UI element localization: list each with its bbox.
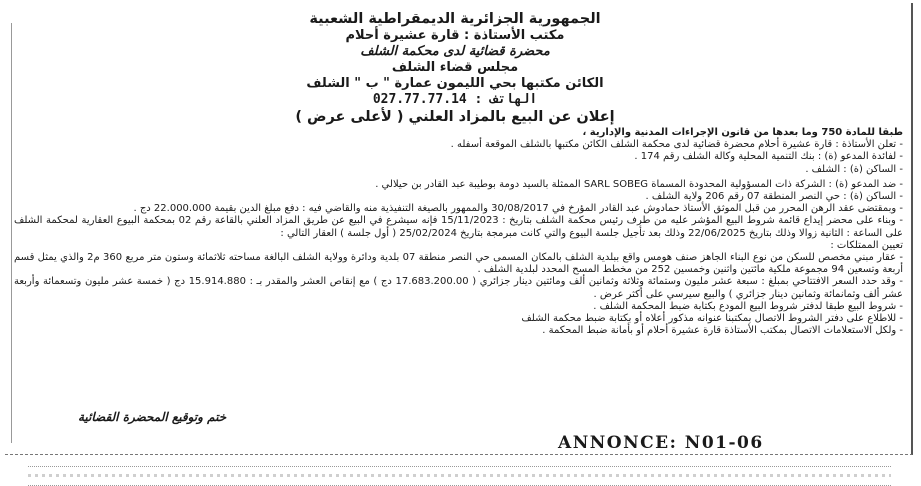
consultation-info: - للاطلاع على دفتر الشروط الاتصال بمكتبنا عنوانه مذكور أعلاه أو بكتابة ضبط محكمة الشلف [521, 313, 903, 325]
office-phone: الهاتف : 027.77.77.14 [372, 92, 538, 107]
announcing-bailiff: - تعلن الأستاذة : قارة عشيرة أحلام محضرة قضائية لدى محكمة الشلف الكائن مكتبها بالشلف الموقعة أسفله . [450, 139, 903, 151]
annonce-number: ANNONCE: N01-06 [558, 433, 764, 453]
court-council: مجلس قضاء الشلف [391, 60, 519, 75]
defendant: - ضد المدعو (ة) : الشركة ذات المسؤولية المحدودة المسماة SARL SOBEG الممثلة بالسيد دومة بوطيبة عبد القادر بن حيلالي . [375, 178, 903, 190]
opening-price: - وقد حدد السعر الافتتاحي بمبلغ : سبعة عشر مليون وستمائة وثلاثة وثمانين ألف ومائتين دينار جزائري ( 17.683.200.00 دج ) مع إنقاص العشر والمقدر بـ : 15.914.880 دج ( خمسة عشر مليون وتسعمائة وأربعة عشر ألف وثمانمائة وثمانين دينار جزائري ) والبيع سيرسي على أكثر عرض . [14, 276, 903, 300]
beneficiary: - لفائدة المدعو (ة) : بنك التنمية المحلية وكالة الشلف رقم 174 . [634, 151, 903, 163]
bailiff-signature: ختم وتوقيع المحضرة القضائية [78, 410, 227, 424]
divider [11, 23, 12, 443]
office-address: الكائن مكتبها بحي الليمون عمارة " ب " الشلف [306, 76, 604, 91]
mortgage-deed: - وبمقتضى عقد الرهن المحرر من قبل الموثق الأستاذ حمادوش عبد القادر المؤرخ في 30/08/2017 والممهور بالصيغة التنفيذية منه والقاضي فيه : دفع مبلغ الدين بقيمة 22.000.000 دج . [133, 203, 903, 215]
notice-body [14, 127, 903, 337]
office-position: محضرة قضائية لدى محكمة الشلف [360, 44, 550, 59]
legal-basis: طبقا للمادة 750 وما بعدها من قانون الإجراءات المدنية والإدارية ، [582, 127, 903, 138]
announcement-title: إعلان عن البيع بالمزاد العلني ( لأعلى عرض ) [295, 109, 615, 125]
notice-header [210, 10, 700, 126]
sale-conditions: - شروط البيع طبقا لدفتر شروط البيع المودع بكتابة ضبط المحكمة الشلف . [593, 300, 903, 312]
defendant-address: - الساكن (ة) : حي النصر المنطقة 07 رقم 206 ولاية الشلف . [645, 191, 903, 203]
beneficiary-address: - الساكن (ة) : الشلف . [805, 163, 903, 175]
contact-info: - ولكل الاستعلامات الاتصال بمكتب الأستاذة قارة عشيرة أحلام أو بأمانة ضبط المحكمة . [542, 325, 903, 337]
property-heading: تعيين الممتلكات : [830, 239, 903, 251]
bottom-divider [28, 466, 891, 486]
property-description: - عقار مبني مخصص للسكن من نوع البناء الجاهز صنف هومس واقع ببلدية الشلف بالمكان المسمى حي النصر منطقة 07 بلدية ودائرة وولاية الشلف البالغة مساحته ثلاثمائة وستون متر مربع 360 م2 والذي يمثل قسم أربعة وتسعين 94 مجموعة ملكية مائتين واثنين وخمسين 252 من مخطط المسح المحدد لبلدية الشلف . [14, 252, 903, 276]
republic-title: الجمهورية الجزائرية الديمقراطية الشعبية [309, 11, 601, 27]
auction-details: - وبناء على محضر إيداع قائمة شروط البيع المؤشر عليه من طرف رئيس محكمة الشلف بتاريخ : 15/11/2023 فإنه سيشرع في البيع عن طريق المزاد العلني بالقاعة رقم 02 بمحكمة البيوع العقارية لمحكمة الشلف على الساعة : الثانية زوالا وذلك بتاريخ 22/06/2025 وذلك بعد تأجيل جلسة البيوع والتي كانت مبرمجة بتاريخ 25/02/2024 ( أول جلسة ) العقار التالي : [14, 215, 904, 239]
dotted-rule [28, 474, 891, 477]
office-name: مكتب الأستاذة : قارة عشيرة أحلام [345, 28, 565, 43]
